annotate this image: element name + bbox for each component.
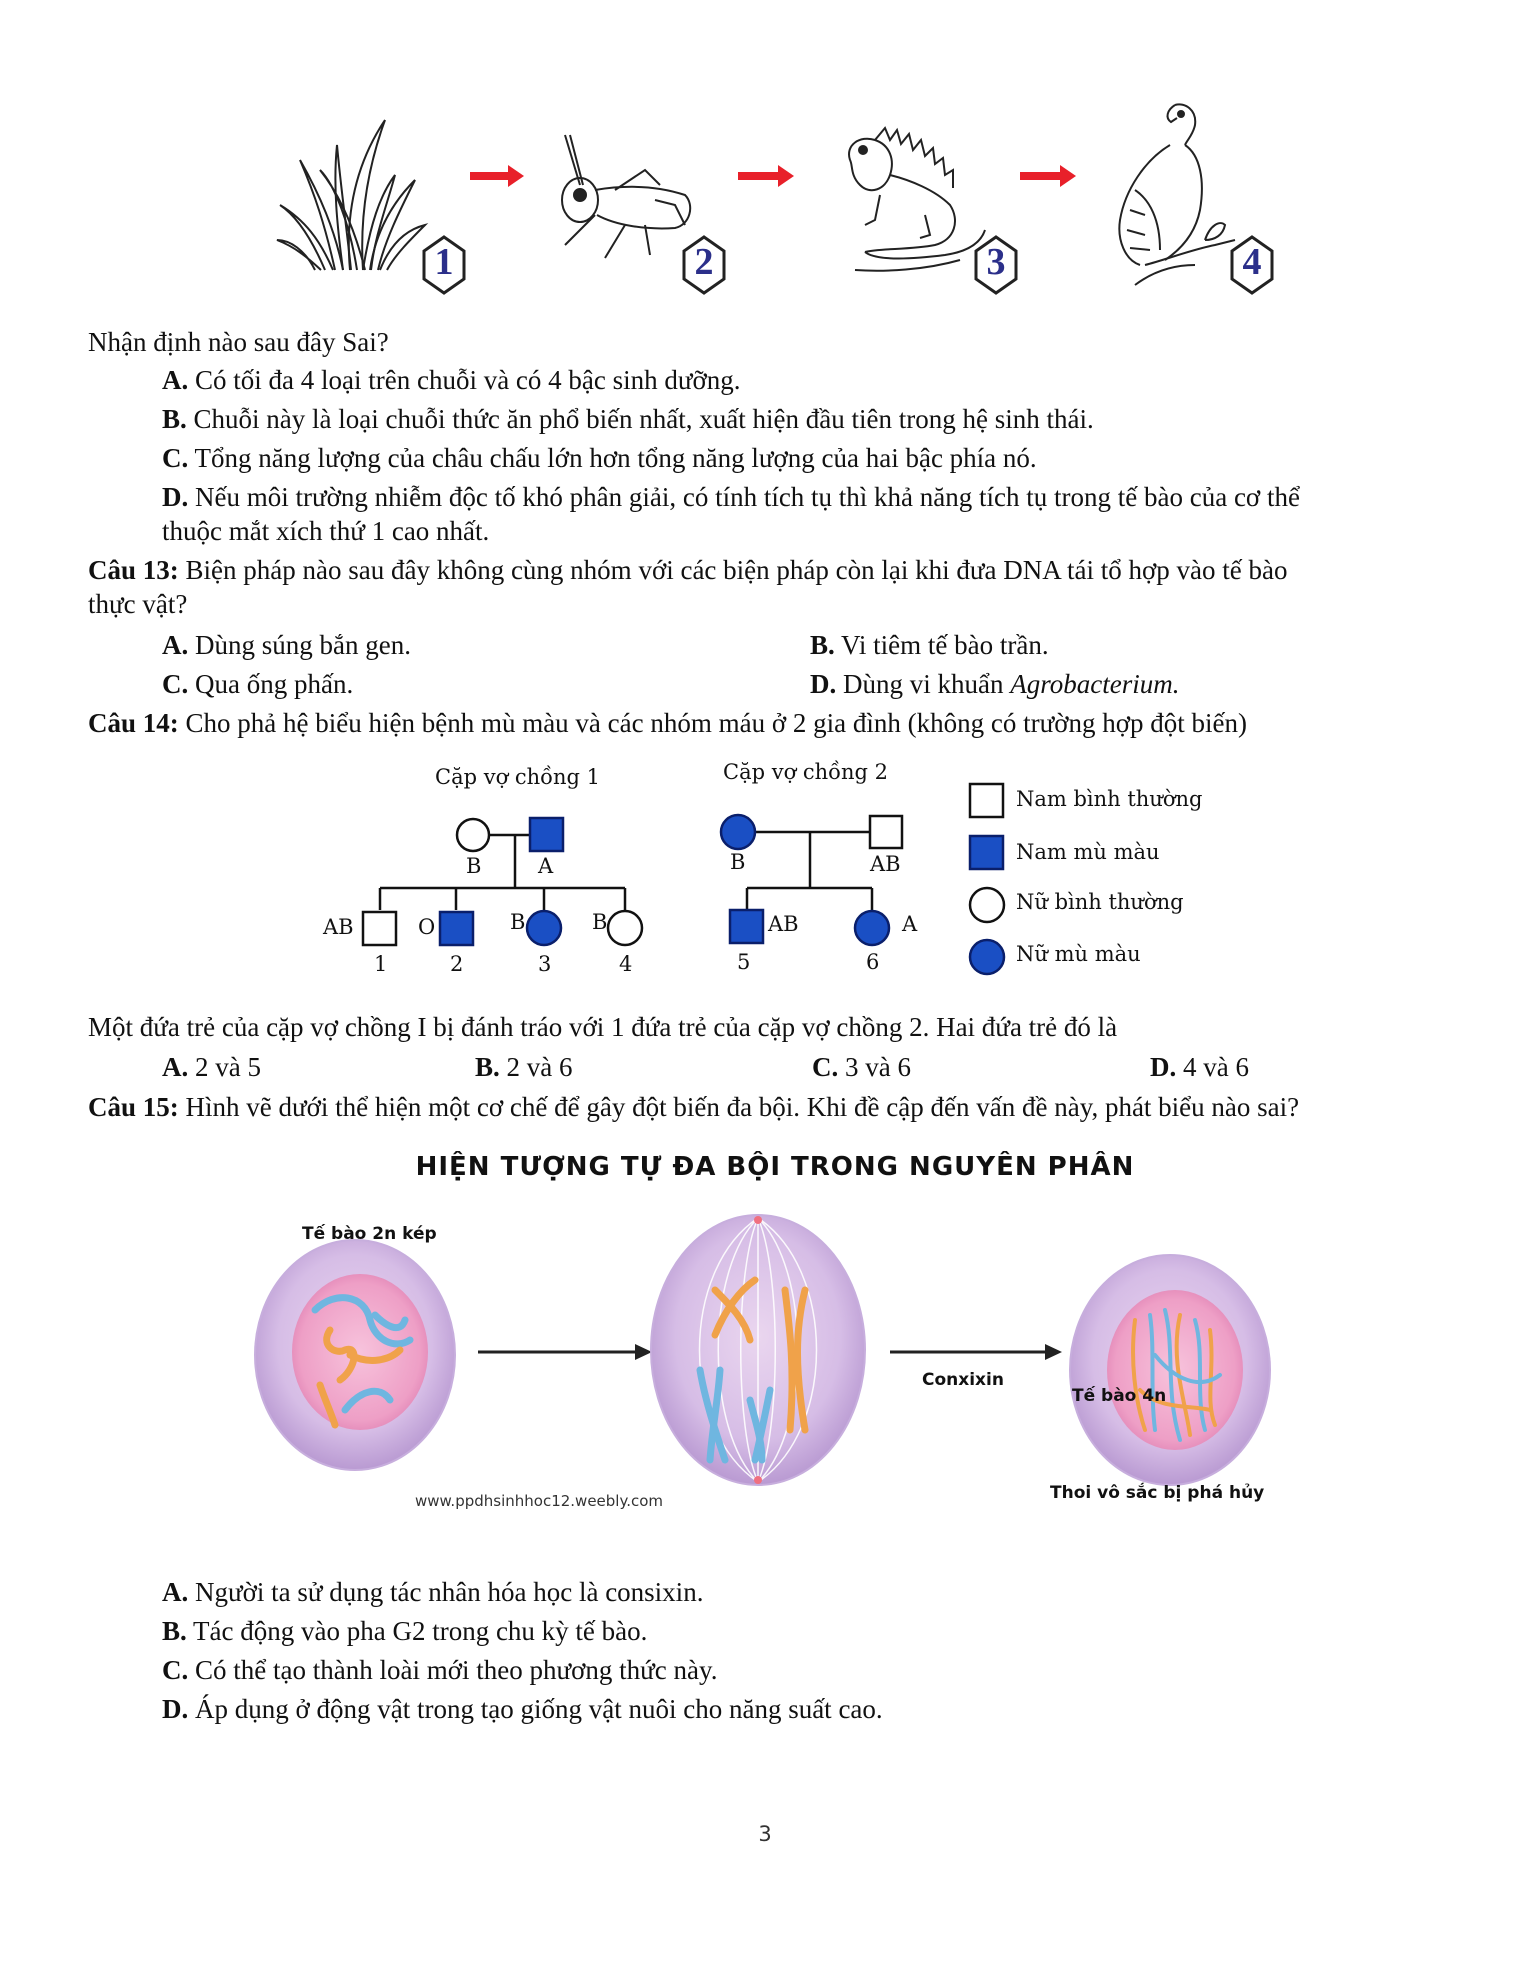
family1-title: Cặp vợ chồng 1 xyxy=(435,765,601,789)
question-text: Biện pháp nào sau đây không cùng nhóm với các biện pháp còn lại khi đưa DNA tái tổ hợp vào tế bào xyxy=(185,555,1288,585)
q13-stem-cont: thực vật? xyxy=(88,589,188,619)
q13-option-a xyxy=(162,628,411,662)
option-text: Vi tiêm tế bào trần. xyxy=(841,630,1049,660)
q12-option-d xyxy=(162,480,1300,514)
q14-option-b xyxy=(475,1050,573,1084)
f2-mother-blood: B xyxy=(730,850,746,874)
q15-option-b xyxy=(162,1614,647,1648)
option-label: D. xyxy=(810,669,837,699)
option-label: A. xyxy=(162,1052,189,1082)
figure-watermark: www.ppdhsinhhoc12.weebly.com xyxy=(415,1492,664,1510)
f2-father xyxy=(870,816,902,848)
option-text: Áp dụng ở động vật trong tạo giống vật nuôi cho năng suất cao. xyxy=(195,1694,883,1724)
option-label: C. xyxy=(162,669,189,699)
q13-stem xyxy=(88,553,1287,587)
child-2-blood: O xyxy=(418,915,436,939)
child-3-blood: B xyxy=(510,910,526,934)
option-label: D. xyxy=(162,1694,189,1724)
question-text: Cho phả hệ biểu hiện bệnh mù màu và các nhóm máu ở 2 gia đình (không có trường hợp đột biến) xyxy=(185,708,1248,738)
food-chain-figure xyxy=(260,100,1290,300)
page-number: 3 xyxy=(758,1822,772,1846)
option-label: A. xyxy=(162,630,189,660)
option-text: 2 và 5 xyxy=(195,1052,261,1082)
option-label: D. xyxy=(1150,1052,1177,1082)
q12-option-d-cont: thuộc mắt xích thứ 1 cao nhất. xyxy=(162,516,490,546)
child-3-number: 3 xyxy=(538,952,552,976)
option-label: C. xyxy=(162,1655,189,1685)
option-italic: Agrobacterium. xyxy=(1010,669,1180,699)
child-1-number: 1 xyxy=(374,952,388,976)
option-text: Dùng vi khuẩn xyxy=(843,669,1011,699)
option-text: Người ta sử dụng tác nhân hóa học là consixin. xyxy=(195,1577,704,1607)
option-text: 3 và 6 xyxy=(845,1052,911,1082)
label-conxixin: Conxixin xyxy=(922,1370,1004,1390)
q15-option-d xyxy=(162,1692,883,1726)
question-text: Hình vẽ dưới thể hiện một cơ chế để gây đột biến đa bội. Khi đề cập đến vấn đề này, phát biểu nào sai? xyxy=(185,1092,1300,1122)
q13-option-b xyxy=(810,628,1049,662)
f2-father-blood: AB xyxy=(870,852,901,876)
child-3 xyxy=(527,911,561,945)
q14-option-d xyxy=(1150,1050,1249,1084)
child-4-blood: B xyxy=(592,910,608,934)
child-6-blood: A xyxy=(902,912,918,936)
q15-option-c xyxy=(162,1653,717,1687)
badge-number: 1 xyxy=(434,241,454,283)
q13-option-d xyxy=(810,667,1179,701)
badge-number: 3 xyxy=(986,241,1006,283)
option-label: C. xyxy=(812,1052,839,1082)
question-number: Câu 14: xyxy=(88,708,179,738)
f2-mother xyxy=(721,815,755,849)
legend-symbol-female-affected xyxy=(970,940,1004,974)
option-label: B. xyxy=(162,1616,187,1646)
option-label: B. xyxy=(475,1052,500,1082)
option-text: 4 và 6 xyxy=(1183,1052,1249,1082)
option-label: A. xyxy=(162,1577,189,1607)
option-text: Nếu môi trường nhiễm độc tố khó phân giải, có tính tích tụ thì khả năng tích tụ trong tế bào của cơ thể xyxy=(195,482,1300,512)
option-label: D. xyxy=(162,482,189,512)
figure-title: HIỆN TƯỢNG TỰ ĐA BỘI TRONG NGUYÊN PHÂN xyxy=(415,1152,1135,1182)
option-text: Chuỗi này là loại chuỗi thức ăn phổ biến nhất, xuất hiện đầu tiên trong hệ sinh thái. xyxy=(193,404,1094,434)
q15-option-a xyxy=(162,1575,703,1609)
legend-symbol-female-normal xyxy=(970,888,1004,922)
option-text: 2 và 6 xyxy=(506,1052,573,1082)
legend-male-normal: Nam bình thường xyxy=(1016,787,1203,811)
legend-symbol-male-affected xyxy=(970,836,1003,869)
polyploidy-figure xyxy=(250,1140,1300,1520)
q14-option-c xyxy=(812,1050,911,1084)
arrow-icon xyxy=(1020,172,1062,180)
cell-diagram xyxy=(250,1140,1300,1520)
legend-female-affected: Nữ mù màu xyxy=(1016,942,1141,966)
child-5-blood: AB xyxy=(768,912,799,936)
child-5 xyxy=(730,910,763,943)
question-number: Câu 13: xyxy=(88,555,179,585)
child-6 xyxy=(855,911,889,945)
eagle-icon xyxy=(1105,100,1245,290)
child-2 xyxy=(440,912,473,945)
grass-icon xyxy=(275,115,435,275)
legend-symbol-male-normal xyxy=(970,784,1003,817)
label-cell-2n: Tế bào 2n kép xyxy=(302,1224,437,1244)
legend-male-affected: Nam mù màu xyxy=(1016,840,1160,864)
arrow-icon xyxy=(738,172,780,180)
arrow-icon xyxy=(470,172,510,180)
f1-father-blood: A xyxy=(538,854,554,878)
q12-stem: Nhận định nào sau đây Sai? xyxy=(88,327,389,357)
child-4 xyxy=(608,911,642,945)
q12-option-a xyxy=(162,363,741,397)
child-5-number: 5 xyxy=(737,950,751,974)
badge-number: 2 xyxy=(694,241,714,283)
badge-number: 4 xyxy=(1242,241,1262,283)
f1-father xyxy=(530,818,563,851)
option-text: Có tối đa 4 loại trên chuỗi và có 4 bậc sinh dưỡng. xyxy=(195,365,741,395)
option-text: Qua ống phấn. xyxy=(195,669,354,699)
option-text: Tác động vào pha G2 trong chu kỳ tế bào. xyxy=(193,1616,648,1646)
option-label: B. xyxy=(810,630,835,660)
q12-option-b xyxy=(162,402,1094,436)
child-1 xyxy=(363,912,396,945)
legend-female-normal: Nữ bình thường xyxy=(1016,890,1184,914)
label-spindle-destroyed: Thoi vô sắc bị phá hủy xyxy=(1050,1483,1265,1503)
family2-title: Cặp vợ chồng 2 xyxy=(723,760,889,784)
option-label: C. xyxy=(162,443,189,473)
pedigree-chart xyxy=(310,760,1270,990)
q12-option-c xyxy=(162,441,1037,475)
question-number: Câu 15: xyxy=(88,1092,179,1122)
option-label: A. xyxy=(162,365,189,395)
q13-option-c xyxy=(162,667,353,701)
option-label: B. xyxy=(162,404,187,434)
option-text: Có thể tạo thành loài mới theo phương thức này. xyxy=(195,1655,718,1685)
f1-mother xyxy=(457,819,489,851)
q15-stem xyxy=(88,1090,1299,1124)
option-text: Tổng năng lượng của châu chấu lớn hơn tổng năng lượng của hai bậc phía nó. xyxy=(194,443,1037,473)
f1-mother-blood: B xyxy=(466,854,482,878)
child-2-number: 2 xyxy=(450,952,464,976)
label-cell-4n: Tế bào 4n xyxy=(1072,1386,1167,1406)
option-text: Dùng súng bắn gen. xyxy=(195,630,411,660)
child-6-number: 6 xyxy=(866,950,880,974)
child-1-blood: AB xyxy=(323,915,354,939)
q14-stem2: Một đứa trẻ của cặp vợ chồng I bị đánh tráo với 1 đứa trẻ của cặp vợ chồng 2. Hai đứa trẻ đó là xyxy=(88,1012,1118,1042)
q14-stem xyxy=(88,706,1247,740)
q14-option-a xyxy=(162,1050,261,1084)
child-4-number: 4 xyxy=(619,952,633,976)
